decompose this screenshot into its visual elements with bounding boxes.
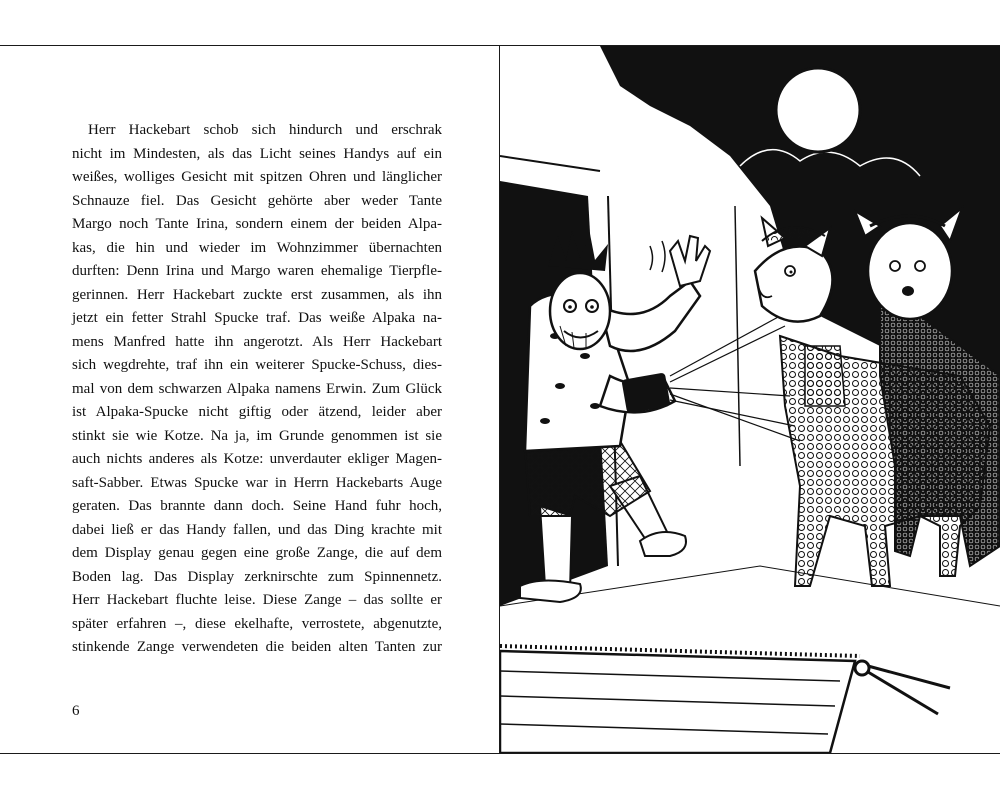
text-line: auch nichts anderes als Kotze: unverdauter ekliger Magen- <box>72 451 442 467</box>
text-line: gerinnen. Herr Hackebart zuckte erst zusammen, als ihn <box>72 286 442 303</box>
left-page <box>0 46 499 753</box>
text-line: Herr Hackebart fluchte leise. Diese Zange – das sollte er <box>72 592 442 608</box>
text-line: stinkt sie wie Kotze. Na ja, im Grunde genommen ist sie <box>72 427 442 444</box>
alpaca-illustration <box>500 46 1000 753</box>
floor-rug <box>500 646 860 753</box>
text-line: Boden lag. Das Display zerknirschte zum Spinnennetz. <box>72 568 442 585</box>
bottom-border <box>0 753 1000 754</box>
text-line: kas, die hin und wieder im Wohnzimmer übernachten <box>72 239 442 256</box>
text-line: sich wegdrehte, traf ihn ein weiterer Spucke-Schuss, dies- <box>72 357 442 373</box>
text-line: mal von dem schwarzen Alpaka namens Erwin. Zum Glück <box>72 380 442 397</box>
text-line: dabei ließ er das Handy fallen, und das Ding krachte mit <box>72 521 442 538</box>
text-line: ist Alpaka-Spucke nicht giftig oder ätzend, leider aber <box>72 404 442 420</box>
text-line: nicht im Mindesten, als das Licht seines Handys auf ein <box>72 145 442 162</box>
page-number: 6 <box>72 703 80 719</box>
slipper <box>640 532 686 556</box>
text-line: geraten. Das brannte dann doch. Seine Hand fuhr hoch, <box>72 498 442 514</box>
slipper <box>520 580 581 602</box>
text-line: durften: Denn Irina und Margo waren ehemalige Tierpfle- <box>72 263 442 279</box>
text-line: stinkende Zange verwendeten die beiden alten Tanten zur <box>72 639 442 655</box>
text-line: Margo noch Tante Irina, sondern einem der beiden Alpa- <box>72 216 442 232</box>
ceiling-lamp <box>776 68 860 152</box>
text-line: Schnauze fiel. Das Gesicht gehörte aber weder Tante <box>72 192 442 209</box>
text-line: jetzt ein fetter Strahl Spucke traf. Das weiße Alpaka na- <box>72 310 442 326</box>
text-line: weißes, wolliges Gesicht mit spitzen Ohren und länglicher <box>72 169 442 185</box>
text-line: Herr Hackebart schob sich hindurch und erschrak <box>88 122 442 138</box>
text-line: später erfahren –, diese ekelhafte, verrostete, abgenutzte, <box>72 615 442 632</box>
text-line: dem Display genau gegen eine große Zange, die auf dem <box>72 545 442 561</box>
body-text <box>72 119 442 660</box>
text-line: mens Manfred hatte ihn angerotzt. Als Herr Hackebart <box>72 333 442 350</box>
illustration-page <box>500 46 1000 753</box>
text-line: saft-Sabber. Etwas Spucke war in Herrn Hackebarts Auge <box>72 474 442 491</box>
